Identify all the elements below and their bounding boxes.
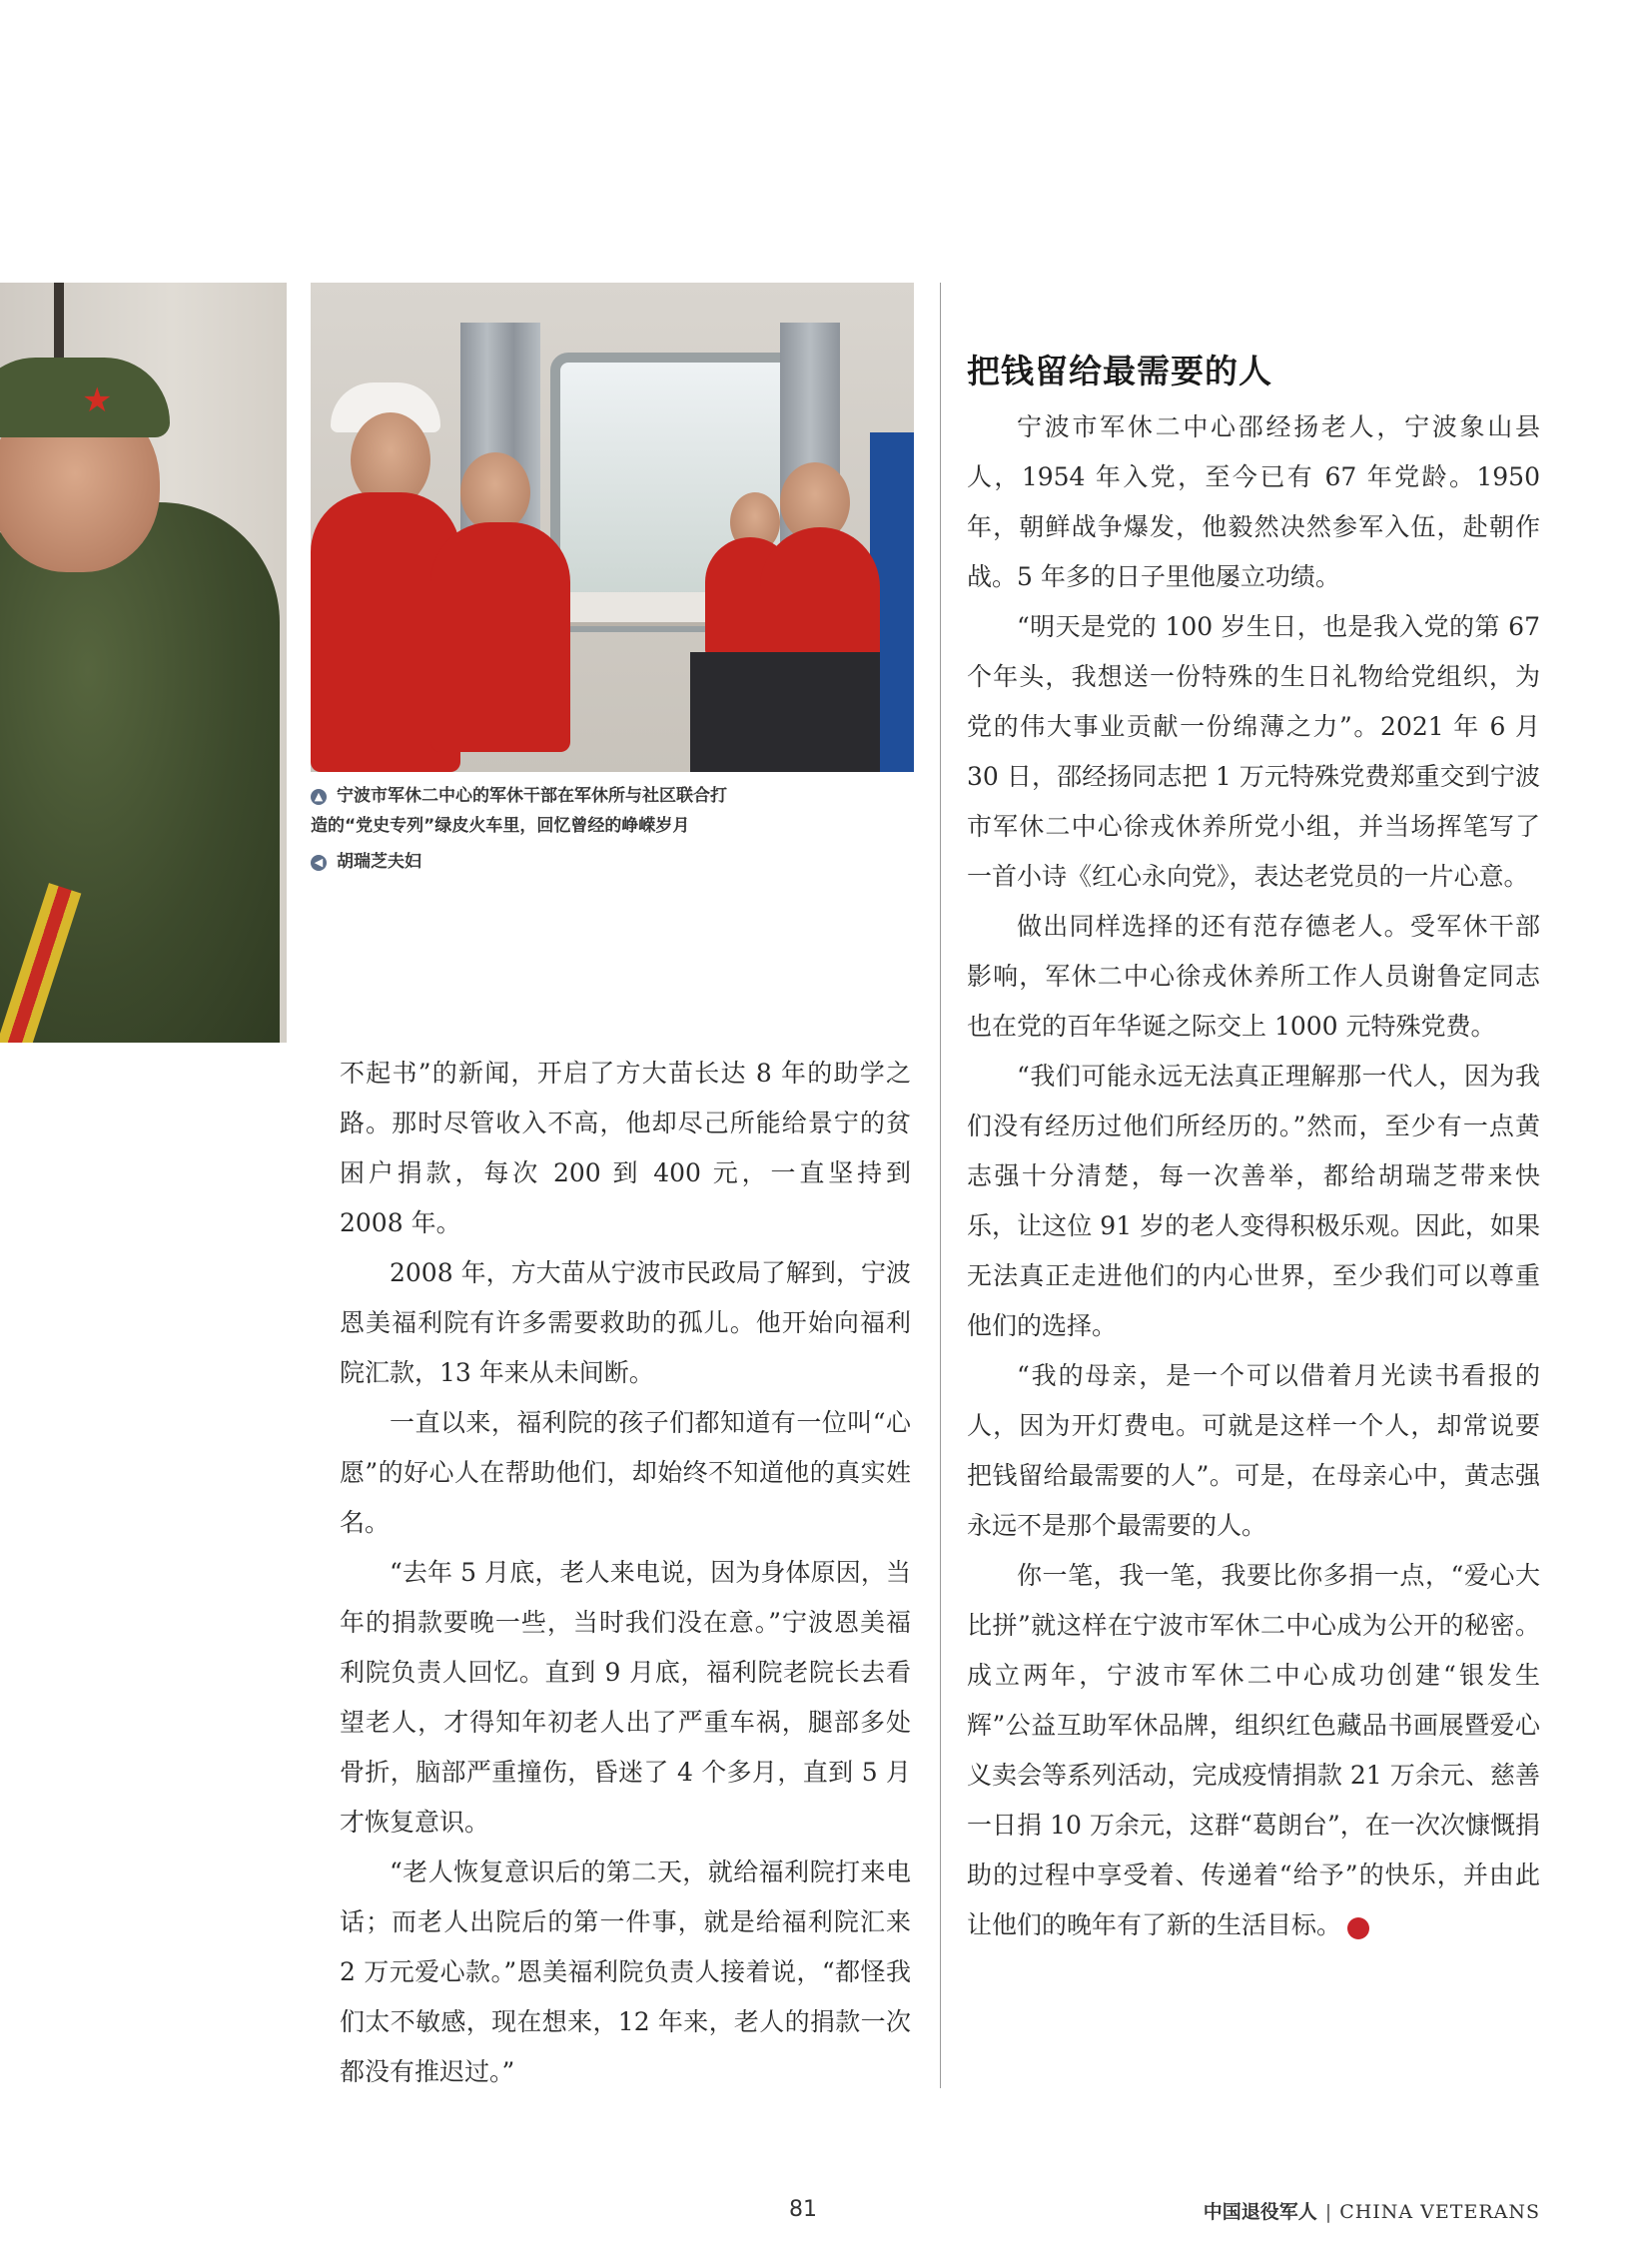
- person-head: [460, 452, 530, 532]
- caption-arrow-left-icon: ◀: [311, 855, 327, 871]
- portrait-caption: ◀ 胡瑞芝夫妇: [311, 847, 910, 877]
- red-star-icon: ★: [82, 380, 113, 420]
- paragraph: 做出同样选择的还有范存德老人。受军休干部影响，军休二中心徐戎休养所工作人员谢鲁定同志也在党的百年华诞之际交上 1000 元特殊党费。: [967, 912, 1540, 1041]
- paragraph: “我的母亲，是一个可以借着月光读书看报的人，因为开灯费电。可就是这样一个人，却常说要把钱留给最需要的人”。可是，在母亲心中，黄志强永远不是那个最需要的人。: [967, 1361, 1540, 1540]
- right-column: [967, 402, 1540, 1950]
- paragraph: “去年 5 月底，老人来电说，因为身体原因，当年的捐款要晚一些，当时我们没在意。”宁波恩美福利院负责人回忆。直到 9 月底，福利院老院长去看望老人，才得知年初老人出了严重车祸，腿部多处骨折，脑部严重撞伤，昏迷了 4 个多月，直到 5 月才恢复意识。: [340, 1558, 911, 1837]
- portrait-photo: [0, 283, 287, 1043]
- caption-arrow-up-icon: ▲: [311, 789, 327, 805]
- paragraph: 不起书”的新闻，开启了方大苗长达 8 年的助学之路。那时尽管收入不高，他却尽己所能给景宁的贫困户捐款，每次 200 到 400 元，一直坚持到 2008 年。: [340, 1059, 911, 1237]
- middle-column: [340, 1049, 911, 2097]
- train-caption-line-2: 造的“党史专列”绿皮火车里，回忆曾经的峥嵘岁月: [311, 816, 690, 836]
- dark-trousers: [690, 652, 880, 772]
- paragraph: 2008 年，方大苗从宁波市民政局了解到，宁波恩美福利院有许多需要救助的孤儿。他开始向福利院汇款，13 年来从未间断。: [340, 1258, 911, 1387]
- paragraph: “明天是党的 100 岁生日，也是我入党的第 67 个年头，我想送一份特殊的生日礼物给党组织，为党的伟大事业贡献一份绵薄之力”。2021 年 6 月 30 日，邵经扬同志把 1 万元特殊党费郑重交到宁波市军休二中心徐戎休养所党小组，并当场挥笔写了一首小诗《红心永向党》，表达老党员的一片心意。: [967, 612, 1540, 891]
- paragraph: 宁波市军休二中心邵经扬老人，宁波象山县人，1954 年入党，至今已有 67 年党龄。1950 年，朝鲜战争爆发，他毅然决然参军入伍，赴朝作战。5 年多的日子里他屡立功绩。: [967, 412, 1540, 591]
- paragraph-last: 你一笔，我一笔，我要比你多捐一点，“爱心大比拼”就这样在宁波市军休二中心成为公开的秘密。成立两年，宁波市军休二中心成功创建“银发生辉”公益互助军休品牌，组织红色藏品书画展暨爱心义卖会等系列活动，完成疫情捐款 21 万余元、慈善一日捐 10 万余元，这群“葛朗台”，在一次次慷慨捐助的过程中享受着、传递着“给予”的快乐，并由此让他们的晚年有了新的生活目标。 V: [967, 1561, 1540, 1939]
- column-divider: [940, 283, 941, 2088]
- red-vest: [430, 522, 570, 752]
- footer-brand: [1204, 2197, 1540, 2224]
- paragraph: 一直以来，福利院的孩子们都知道有一位叫“心愿”的好心人在帮助他们，却始终不知道他的真实姓名。: [340, 1408, 911, 1537]
- train-caption-line-1: ▲ 宁波市军休二中心的军休干部在军休所与社区联合打: [311, 781, 910, 811]
- train-photo: [311, 283, 914, 772]
- train-photo-caption: [311, 781, 910, 877]
- page-number: 81: [789, 2197, 817, 2222]
- brand-chinese: 中国退役军人: [1203, 2201, 1317, 2223]
- paragraph: “老人恢复意识后的第二天，就给福利院打来电话；而老人出院后的第一件事，就是给福利院汇来 2 万元爱心款。”恩美福利院负责人接着说，“都怪我们太不敏感，现在想来，12 年来，老人的捐款一次都没有推迟过。”: [340, 1858, 911, 2086]
- end-mark-icon: V: [1347, 1917, 1369, 1939]
- brand-english: CHINA VETERANS: [1339, 2201, 1540, 2223]
- brand-separator: |: [1324, 2201, 1332, 2223]
- section-heading: 把钱留给最需要的人: [967, 352, 1272, 390]
- paragraph: “我们可能永远无法真正理解那一代人，因为我们没有经历过他们所经历的。”然而，至少有一点黄志强十分清楚，每一次善举，都给胡瑞芝带来快乐，让这位 91 岁的老人变得积极乐观。因此，如果无法真正走进他们的内心世界，至少我们可以尊重他们的选择。: [967, 1062, 1540, 1340]
